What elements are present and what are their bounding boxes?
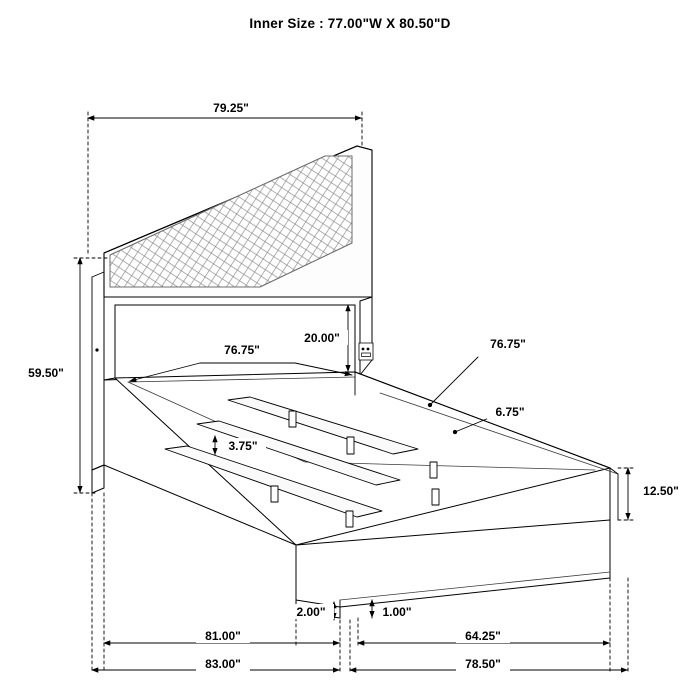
dim-text-2-00: 2.00" (296, 605, 326, 619)
dim-text-3-75: 3.75" (228, 439, 258, 453)
dim-text-81-00: 81.00" (205, 629, 241, 643)
dim-text-79-25: 79.25" (213, 101, 249, 115)
label-slat-thickness (220, 438, 266, 453)
mattress-platform (115, 372, 610, 545)
dim-text-1-00: 1.00" (382, 605, 412, 619)
headboard-left-post (92, 272, 104, 493)
dim-text-20-00: 20.00" (304, 331, 340, 345)
dim-footboard-height (618, 468, 634, 520)
left-post-dot (95, 348, 98, 351)
label-inner-rail-right (482, 336, 534, 351)
dim-text-64-25: 64.25" (465, 629, 501, 643)
dim-text-78-50: 78.50" (465, 657, 501, 671)
label-side-depth-inner (456, 628, 510, 643)
label-overall-height (20, 365, 72, 380)
dim-text-76-75-right: 76.75" (490, 337, 526, 351)
label-headboard-panel-height (296, 330, 348, 345)
label-slat-ledge (376, 604, 418, 619)
label-headboard-width (204, 100, 258, 115)
dim-inner-rail-right (430, 357, 478, 405)
label-overall-width (196, 656, 250, 671)
dim-text-59-50: 59.50" (28, 366, 64, 380)
dim-text-83-00: 83.00" (205, 657, 241, 671)
label-rail-ledge-height (487, 404, 533, 419)
label-foot-height (288, 604, 334, 619)
label-overall-depth (456, 656, 510, 671)
dim-text-12-50: 12.50" (643, 484, 679, 498)
label-footboard-height (633, 483, 689, 498)
page-title: Inner Size : 77.00"W X 80.50"D (249, 16, 451, 31)
dim-text-6-75: 6.75" (495, 405, 525, 419)
power-outlet-detail (359, 343, 373, 360)
label-inner-rail-upper (216, 342, 268, 357)
label-base-width-front (196, 628, 250, 643)
dim-text-76-75-upper: 76.75" (224, 343, 260, 357)
